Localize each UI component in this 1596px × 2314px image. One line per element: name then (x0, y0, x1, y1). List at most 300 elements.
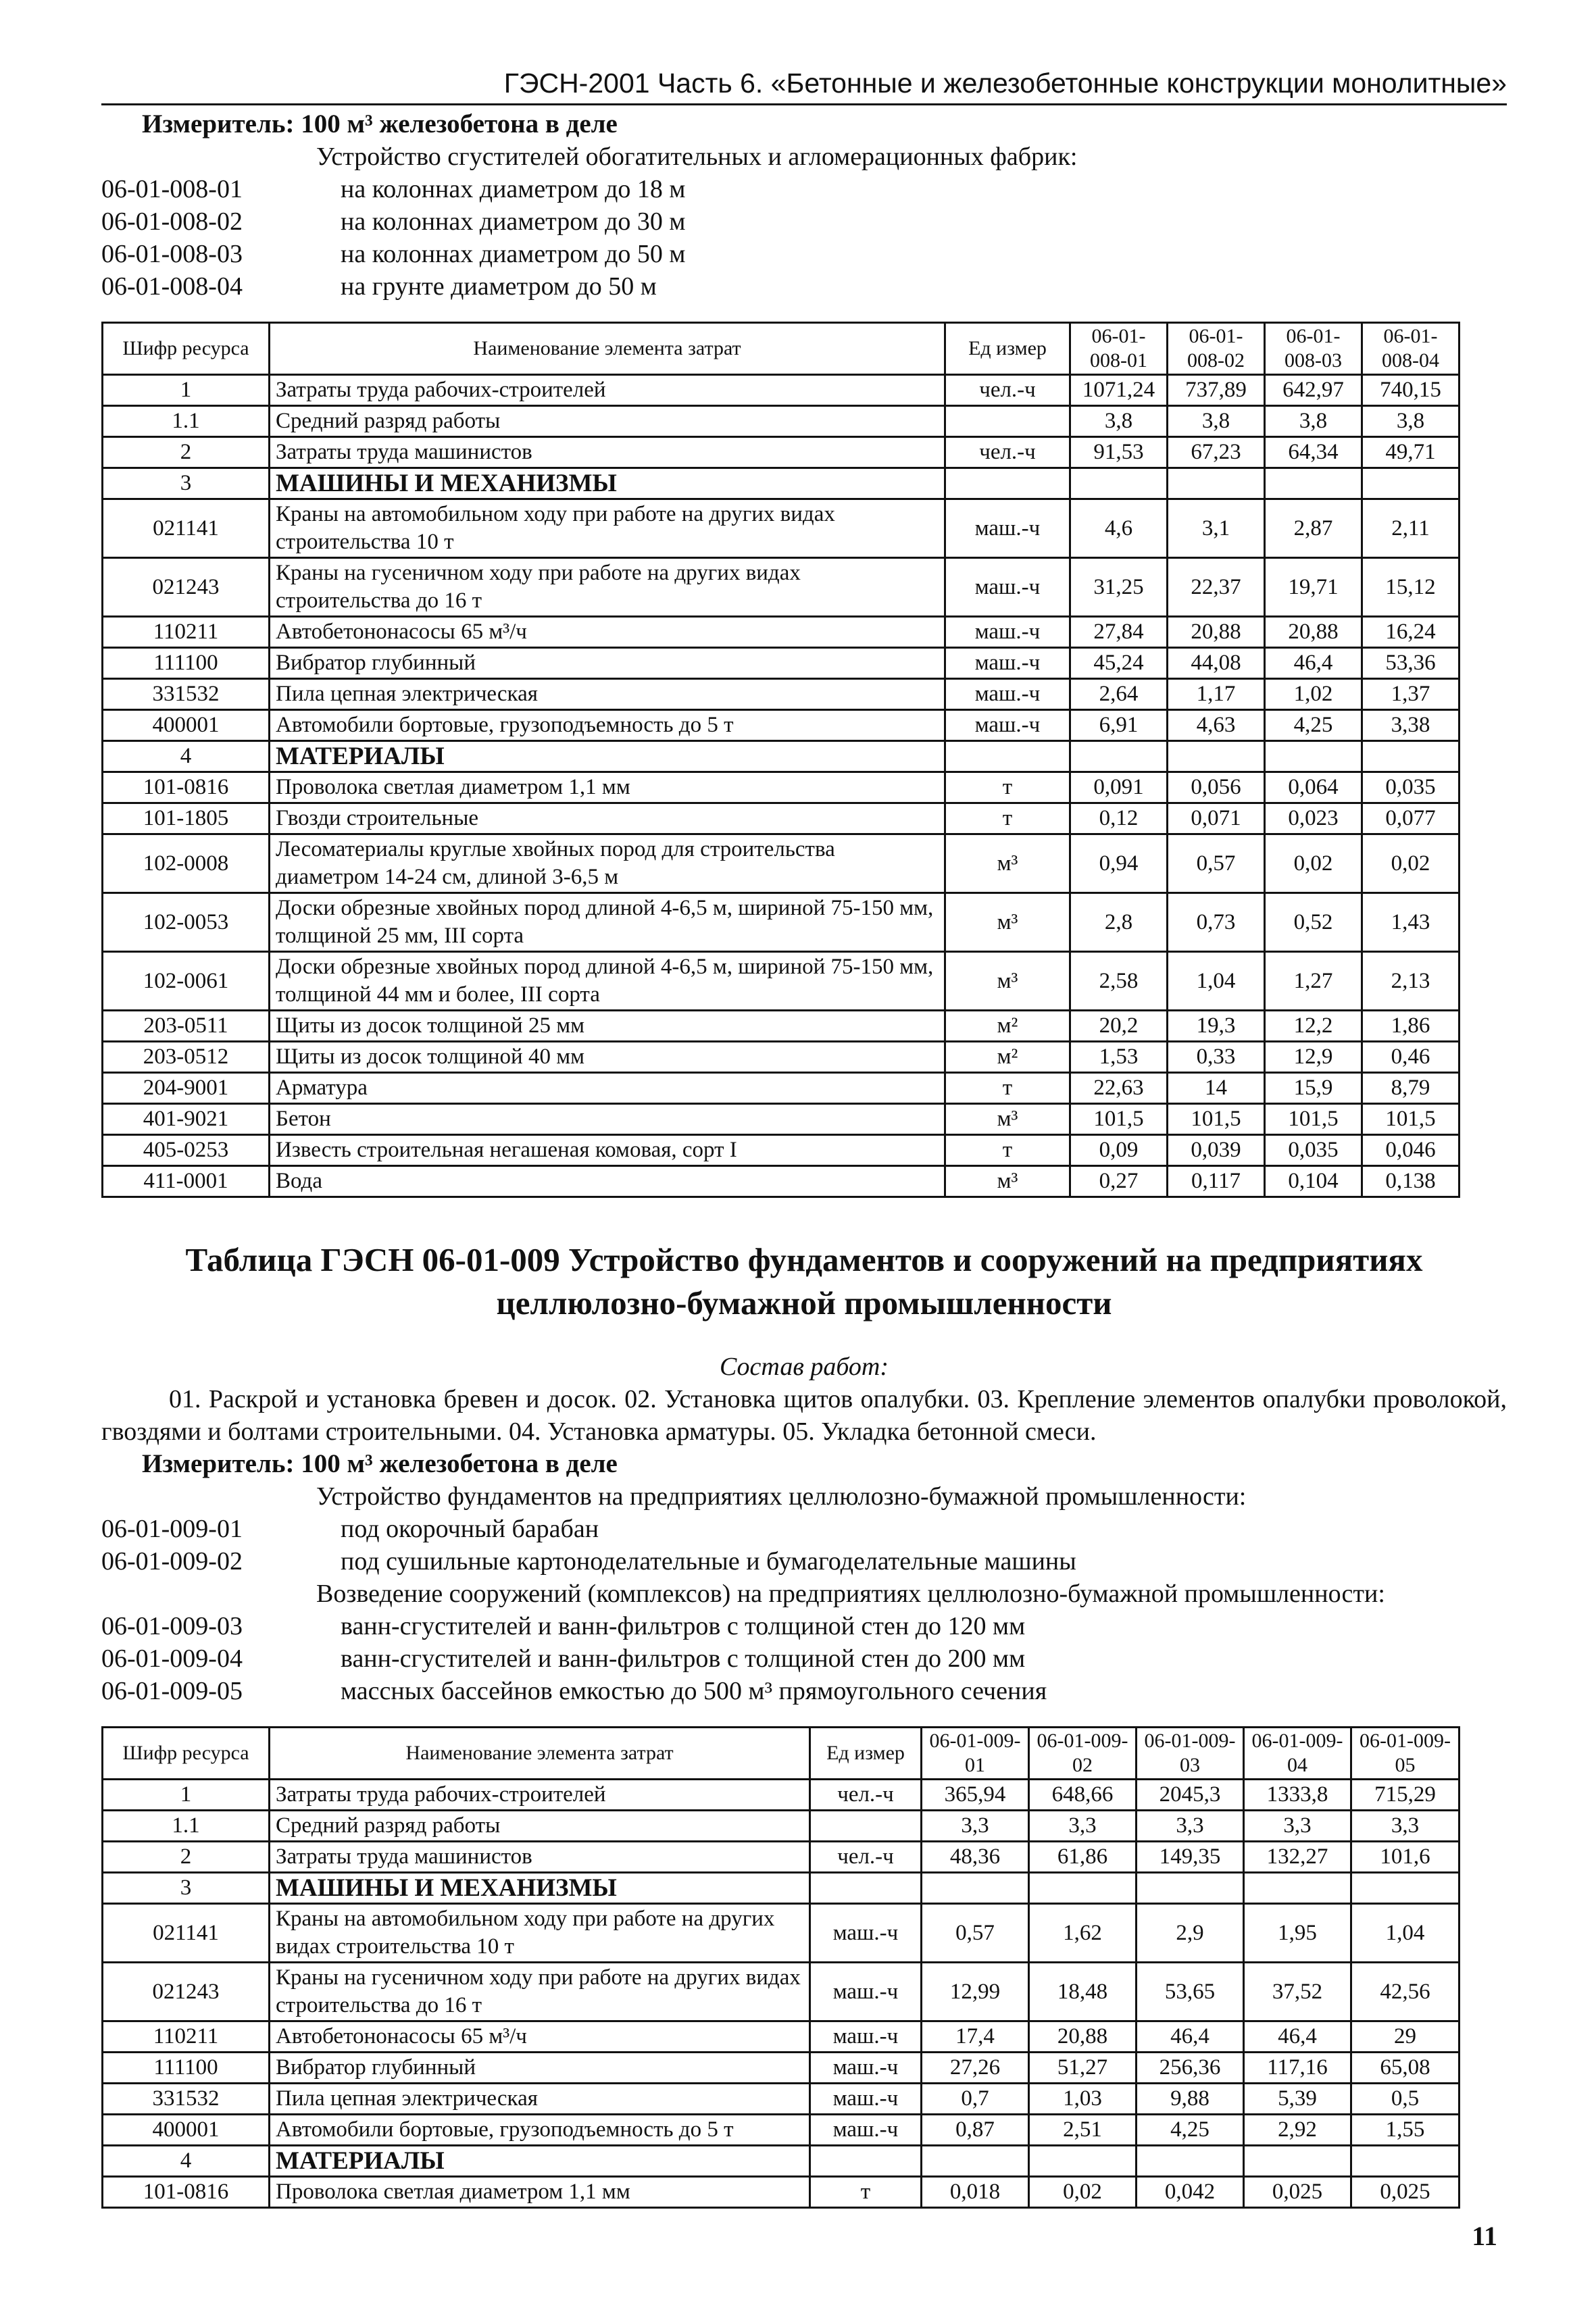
cell-unit: т (945, 803, 1070, 834)
cell-value: 1,03 (1029, 2084, 1137, 2115)
table-row (103, 1904, 1460, 1963)
cell-value: 51,27 (1029, 2053, 1137, 2084)
cell-value: 64,34 (1265, 437, 1362, 468)
cell-resource-code: 4 (103, 741, 270, 772)
section-intro: Устройство фундаментов на предприятиях целлюлозно-бумажной промышленности: (316, 1482, 1247, 1511)
cell-unit: маш.-ч (810, 2115, 922, 2146)
cell-unit: т (945, 1135, 1070, 1166)
cell-value: 1,62 (1029, 1904, 1137, 1963)
cell-value: 16,24 (1362, 617, 1460, 648)
cell-value: 101,5 (1362, 1104, 1460, 1135)
table-header-row (103, 1728, 1460, 1780)
table-row (103, 1963, 1460, 2021)
table-row (103, 2053, 1460, 2084)
cell-value: 0,056 (1168, 772, 1265, 803)
cell-cost-element: Пила цепная электрическая (270, 2084, 810, 2115)
cell-value: 3,8 (1362, 406, 1460, 437)
cell-value (1137, 2146, 1244, 2177)
cell-unit: м³ (945, 952, 1070, 1011)
cell-value: 37,52 (1244, 1963, 1351, 2021)
cell-value (1070, 741, 1168, 772)
cell-unit (810, 1811, 922, 1842)
header-norm-code: 06-01-008-01 (1070, 323, 1168, 375)
cell-value (922, 2146, 1029, 2177)
cell-resource-code: 400001 (103, 2115, 270, 2146)
cell-value: 65,08 (1351, 2053, 1460, 2084)
header-norm-code: 06-01-009-02 (1029, 1728, 1137, 1780)
cell-resource-code: 400001 (103, 710, 270, 741)
code-number: 06-01-009-03 (101, 1612, 243, 1640)
code-list (101, 1513, 1507, 1578)
cell-value: 101,5 (1070, 1104, 1168, 1135)
cell-resource-code: 021243 (103, 558, 270, 617)
cell-cost-element: Затраты труда машинистов (270, 1842, 810, 1873)
header-norm-code: 06-01-009-04 (1244, 1728, 1351, 1780)
table-row (103, 741, 1460, 772)
cell-value: 1,53 (1070, 1042, 1168, 1073)
cell-value: 27,26 (922, 2053, 1029, 2084)
cell-value: 3,3 (1244, 1811, 1351, 1842)
cell-value: 53,36 (1362, 648, 1460, 679)
header-resource-code: Шифр ресурса (103, 1728, 270, 1780)
cell-value: 3,8 (1168, 406, 1265, 437)
cell-value: 1,55 (1351, 2115, 1460, 2146)
cell-unit: маш.-ч (945, 648, 1070, 679)
cell-value: 46,4 (1265, 648, 1362, 679)
cell-value: 1,95 (1244, 1904, 1351, 1963)
code-description: на грунте диаметром до 50 м (341, 272, 657, 301)
cell-value: 0,077 (1362, 803, 1460, 834)
cell-value: 1,02 (1265, 679, 1362, 710)
code-number: 06-01-009-01 (101, 1515, 243, 1543)
cell-value: 0,025 (1244, 2177, 1351, 2208)
cell-value: 44,08 (1168, 648, 1265, 679)
cell-value: 49,71 (1362, 437, 1460, 468)
cell-unit: маш.-ч (945, 558, 1070, 617)
measurer-line: Измеритель: 100 м³ железобетона в деле (142, 109, 618, 139)
cell-value: 0,042 (1137, 2177, 1244, 2208)
table-row (103, 375, 1460, 406)
cell-value: 365,94 (922, 1780, 1029, 1811)
table-row (103, 1780, 1460, 1811)
cell-resource-code: 203-0512 (103, 1042, 270, 1073)
table-row (103, 1042, 1460, 1073)
table-row (103, 1873, 1460, 1904)
code-list (101, 173, 1507, 303)
work-composition-text: 01. Раскрой и установка бревен и досок. 02. Установка щитов опалубки. 03. Крепление элементов опалубки проволокой, гвоздями и болтами строительными. 04. Установка арматуры. 05. Укладка бетонной смеси. (101, 1385, 1507, 1446)
work-composition-label: Состав работ: (719, 1353, 889, 1381)
cell-value: 0,7 (922, 2084, 1029, 2115)
cell-value: 0,33 (1168, 1042, 1265, 1073)
cell-resource-code: 101-0816 (103, 772, 270, 803)
cell-cost-element: Вибратор глубинный (270, 648, 945, 679)
cell-value: 53,65 (1137, 1963, 1244, 2021)
cell-value: 648,66 (1029, 1780, 1137, 1811)
cell-value: 2045,3 (1137, 1780, 1244, 1811)
cell-value: 6,91 (1070, 710, 1168, 741)
cell-unit: маш.-ч (810, 1963, 922, 2021)
code-list (101, 1610, 1507, 1707)
table-row (103, 1011, 1460, 1042)
cell-value: 3,1 (1168, 499, 1265, 558)
cell-value: 1,04 (1351, 1904, 1460, 1963)
cell-resource-code: 102-0053 (103, 893, 270, 952)
cell-unit: маш.-ч (810, 2053, 922, 2084)
cell-value: 2,8 (1070, 893, 1168, 952)
cell-value: 2,51 (1029, 2115, 1137, 2146)
cell-value: 4,25 (1265, 710, 1362, 741)
cell-resource-code: 411-0001 (103, 1166, 270, 1197)
table-row (103, 1166, 1460, 1197)
cell-value: 0,023 (1265, 803, 1362, 834)
cell-section-heading: МАТЕРИАЛЫ (270, 741, 945, 772)
cell-section-heading: МАТЕРИАЛЫ (270, 2146, 810, 2177)
cell-cost-element: Вибратор глубинный (270, 2053, 810, 2084)
cell-value: 15,9 (1265, 1073, 1362, 1104)
cell-value: 14 (1168, 1073, 1265, 1104)
code-description: на колоннах диаметром до 30 м (341, 207, 686, 236)
cell-cost-element: Лесоматериалы круглые хвойных пород для строительства диаметром 14-24 см, длиной 3-6,5 м (270, 834, 945, 893)
cell-value: 3,3 (1137, 1811, 1244, 1842)
table-row (103, 2115, 1460, 2146)
cell-resource-code: 1.1 (103, 1811, 270, 1842)
running-head: ГЭСН-2001 Часть 6. «Бетонные и железобетонные конструкции монолитные» (101, 68, 1507, 105)
cell-value: 31,25 (1070, 558, 1168, 617)
code-description: ванн-сгустителей и ванн-фильтров с толщиной стен до 120 мм (341, 1612, 1026, 1640)
cell-value (1244, 1873, 1351, 1904)
cell-value: 5,39 (1244, 2084, 1351, 2115)
cell-value: 149,35 (1137, 1842, 1244, 1873)
cell-value: 0,018 (922, 2177, 1029, 2208)
cell-cost-element: Затраты труда рабочих-строителей (270, 1780, 810, 1811)
cell-unit (945, 468, 1070, 499)
cell-value: 0,73 (1168, 893, 1265, 952)
cell-value: 0,02 (1362, 834, 1460, 893)
cell-value: 0,025 (1351, 2177, 1460, 2208)
code-number: 06-01-009-05 (101, 1677, 243, 1705)
table-row (103, 893, 1460, 952)
table-row (103, 1135, 1460, 1166)
cell-value: 20,88 (1168, 617, 1265, 648)
code-description: массных бассейнов емкостью до 500 м³ прямоугольного сечения (341, 1677, 1047, 1705)
cell-unit: маш.-ч (945, 679, 1070, 710)
cell-value: 27,84 (1070, 617, 1168, 648)
cell-value (1265, 741, 1362, 772)
cell-value: 3,8 (1070, 406, 1168, 437)
cell-value: 3,3 (922, 1811, 1029, 1842)
cell-resource-code: 101-1805 (103, 803, 270, 834)
cell-value: 0,039 (1168, 1135, 1265, 1166)
cell-cost-element: Затраты труда машинистов (270, 437, 945, 468)
cell-value (1244, 2146, 1351, 2177)
cell-cost-element: Автобетононасосы 65 м³/ч (270, 2021, 810, 2053)
table-row (103, 679, 1460, 710)
cell-unit: маш.-ч (945, 617, 1070, 648)
cell-value: 3,38 (1362, 710, 1460, 741)
header-norm-code: 06-01-008-04 (1362, 323, 1460, 375)
cell-cost-element: Щиты из досок толщиной 40 мм (270, 1042, 945, 1073)
cell-cost-element: Проволока светлая диаметром 1,1 мм (270, 772, 945, 803)
cell-cost-element: Краны на автомобильном ходу при работе на других видах строительства 10 т (270, 1904, 810, 1963)
cell-unit: маш.-ч (945, 499, 1070, 558)
cell-resource-code: 101-0816 (103, 2177, 270, 2208)
header-cost-element: Наименование элемента затрат (270, 323, 945, 375)
cell-cost-element: Затраты труда рабочих-строителей (270, 375, 945, 406)
cell-value: 12,99 (922, 1963, 1029, 2021)
cell-value: 2,13 (1362, 952, 1460, 1011)
cell-value (1168, 468, 1265, 499)
cell-value: 15,12 (1362, 558, 1460, 617)
code-list-item (101, 1610, 1507, 1642)
header-norm-code: 06-01-009-03 (1137, 1728, 1244, 1780)
cell-cost-element: Проволока светлая диаметром 1,1 мм (270, 2177, 810, 2208)
code-list-item (101, 1513, 1507, 1545)
section-intro: Возведение сооружений (комплексов) на предприятиях целлюлозно-бумажной промышленности: (316, 1580, 1385, 1608)
code-number: 06-01-009-02 (101, 1547, 243, 1576)
cell-value: 46,4 (1244, 2021, 1351, 2053)
header-norm-code: 06-01-009-05 (1351, 1728, 1460, 1780)
table-row (103, 952, 1460, 1011)
cell-unit: м³ (945, 1104, 1070, 1135)
cell-value (922, 1873, 1029, 1904)
cell-value: 0,02 (1029, 2177, 1137, 2208)
cell-value: 2,58 (1070, 952, 1168, 1011)
cell-unit: маш.-ч (945, 710, 1070, 741)
cell-value: 0,035 (1362, 772, 1460, 803)
table-row (103, 2084, 1460, 2115)
document-page (101, 68, 1507, 2209)
cell-value: 0,57 (922, 1904, 1029, 1963)
cell-cost-element: Краны на гусеничном ходу при работе на других видах строительства до 16 т (270, 1963, 810, 2021)
cell-value: 1,37 (1362, 679, 1460, 710)
cell-unit: маш.-ч (810, 1904, 922, 1963)
cell-value: 45,24 (1070, 648, 1168, 679)
cell-resource-code: 102-0061 (103, 952, 270, 1011)
code-number: 06-01-008-02 (101, 207, 243, 236)
cell-resource-code: 204-9001 (103, 1073, 270, 1104)
cell-resource-code: 110211 (103, 2021, 270, 2053)
code-list-item (101, 205, 1507, 238)
cell-value: 0,02 (1265, 834, 1362, 893)
code-description: под окорочный барабан (341, 1515, 599, 1543)
cell-value: 117,16 (1244, 2053, 1351, 2084)
header-cost-element: Наименование элемента затрат (270, 1728, 810, 1780)
table-row (103, 406, 1460, 437)
cell-unit: т (945, 772, 1070, 803)
cell-value: 0,12 (1070, 803, 1168, 834)
cell-cost-element: Автомобили бортовые, грузоподъемность до 5 т (270, 710, 945, 741)
cell-value: 1,43 (1362, 893, 1460, 952)
cell-value: 1,04 (1168, 952, 1265, 1011)
cell-resource-code: 111100 (103, 648, 270, 679)
header-unit: Ед измер (945, 323, 1070, 375)
measurer-line: Измеритель: 100 м³ железобетона в деле (142, 1449, 618, 1478)
page-number: 11 (1472, 2221, 1497, 2251)
cell-unit: чел.-ч (945, 437, 1070, 468)
cell-value (1168, 741, 1265, 772)
cell-value: 642,97 (1265, 375, 1362, 406)
cell-value (1362, 468, 1460, 499)
cell-resource-code: 2 (103, 437, 270, 468)
cell-value: 46,4 (1137, 2021, 1244, 2053)
section-intro: Устройство сгустителей обогатительных и агломерационных фабрик: (316, 143, 1078, 171)
cell-value: 48,36 (922, 1842, 1029, 1873)
cell-cost-element: Краны на гусеничном ходу при работе на других видах строительства до 16 т (270, 558, 945, 617)
cell-resource-code: 102-0008 (103, 834, 270, 893)
cell-unit: чел.-ч (810, 1842, 922, 1873)
cell-value: 3,8 (1265, 406, 1362, 437)
cell-value: 9,88 (1137, 2084, 1244, 2115)
cell-unit: маш.-ч (810, 2021, 922, 2053)
table-row (103, 558, 1460, 617)
cell-value: 101,5 (1168, 1104, 1265, 1135)
cell-cost-element: Автобетононасосы 65 м³/ч (270, 617, 945, 648)
table-row (103, 437, 1460, 468)
code-description: на колоннах диаметром до 50 м (341, 240, 686, 268)
cell-value (1351, 2146, 1460, 2177)
table-row (103, 2021, 1460, 2053)
table-row (103, 648, 1460, 679)
cell-unit: чел.-ч (945, 375, 1070, 406)
cell-value: 0,5 (1351, 2084, 1460, 2115)
cell-value: 17,4 (922, 2021, 1029, 2053)
code-list-item (101, 173, 1507, 205)
cell-unit: м³ (945, 834, 1070, 893)
cell-resource-code: 1 (103, 1780, 270, 1811)
cell-resource-code: 021141 (103, 499, 270, 558)
cell-unit: т (810, 2177, 922, 2208)
cell-unit (945, 741, 1070, 772)
code-list-item (101, 1545, 1507, 1578)
cell-value: 2,11 (1362, 499, 1460, 558)
cell-section-heading: МАШИНЫ И МЕХАНИЗМЫ (270, 468, 945, 499)
cell-value (1029, 1873, 1137, 1904)
cell-section-heading: МАШИНЫ И МЕХАНИЗМЫ (270, 1873, 810, 1904)
cell-cost-element: Известь строительная негашеная комовая, сорт I (270, 1135, 945, 1166)
cell-resource-code: 4 (103, 2146, 270, 2177)
cell-value: 20,88 (1265, 617, 1362, 648)
code-number: 06-01-009-04 (101, 1644, 243, 1673)
cell-value: 19,71 (1265, 558, 1362, 617)
table-row (103, 1811, 1460, 1842)
cell-resource-code: 2 (103, 1842, 270, 1873)
cell-value: 0,27 (1070, 1166, 1168, 1197)
table-header-row (103, 323, 1460, 375)
cell-cost-element: Краны на автомобильном ходу при работе на других видах строительства 10 т (270, 499, 945, 558)
cell-value: 61,86 (1029, 1842, 1137, 1873)
cell-value: 0,138 (1362, 1166, 1460, 1197)
cell-resource-code: 405-0253 (103, 1135, 270, 1166)
table-row (103, 1104, 1460, 1135)
cell-value: 4,6 (1070, 499, 1168, 558)
cell-value: 18,48 (1029, 1963, 1137, 2021)
cell-value: 22,63 (1070, 1073, 1168, 1104)
header-norm-code: 06-01-008-03 (1265, 323, 1362, 375)
cell-value: 19,3 (1168, 1011, 1265, 1042)
cell-value: 0,09 (1070, 1135, 1168, 1166)
cell-unit (810, 1873, 922, 1904)
cell-unit: м² (945, 1042, 1070, 1073)
resource-table (101, 322, 1460, 1198)
cell-value: 0,117 (1168, 1166, 1265, 1197)
code-description: под сушильные картоноделательные и бумагоделательные машины (341, 1547, 1076, 1576)
cell-value: 20,2 (1070, 1011, 1168, 1042)
header-resource-code: Шифр ресурса (103, 323, 270, 375)
cell-value: 0,046 (1362, 1135, 1460, 1166)
cell-value: 0,94 (1070, 834, 1168, 893)
cell-value: 2,9 (1137, 1904, 1244, 1963)
cell-value: 0,064 (1265, 772, 1362, 803)
cell-value: 91,53 (1070, 437, 1168, 468)
cell-value (1351, 1873, 1460, 1904)
cell-resource-code: 111100 (103, 2053, 270, 2084)
cell-value (1265, 468, 1362, 499)
cell-value: 1333,8 (1244, 1780, 1351, 1811)
cell-value: 1,27 (1265, 952, 1362, 1011)
cell-value (1137, 1873, 1244, 1904)
cell-resource-code: 203-0511 (103, 1011, 270, 1042)
cell-value: 12,9 (1265, 1042, 1362, 1073)
cell-unit (810, 2146, 922, 2177)
cell-unit: маш.-ч (810, 2084, 922, 2115)
cell-value: 42,56 (1351, 1963, 1460, 2021)
cell-value: 3,3 (1351, 1811, 1460, 1842)
cell-value: 101,6 (1351, 1842, 1460, 1873)
cell-resource-code: 1.1 (103, 406, 270, 437)
cell-cost-element: Гвозди строительные (270, 803, 945, 834)
resource-table (101, 1726, 1460, 2209)
cell-value: 0,87 (922, 2115, 1029, 2146)
cell-value (1070, 468, 1168, 499)
header-unit: Ед измер (810, 1728, 922, 1780)
cell-value: 132,27 (1244, 1842, 1351, 1873)
code-description: на колоннах диаметром до 18 м (341, 175, 686, 203)
cell-cost-element: Доски обрезные хвойных пород длиной 4-6,5 м, шириной 75-150 мм, толщиной 25 мм, III сорта (270, 893, 945, 952)
cell-value: 715,29 (1351, 1780, 1460, 1811)
cell-resource-code: 401-9021 (103, 1104, 270, 1135)
cell-resource-code: 1 (103, 375, 270, 406)
cell-value: 20,88 (1029, 2021, 1137, 2053)
table-row (103, 772, 1460, 803)
cell-cost-element: Доски обрезные хвойных пород длиной 4-6,5 м, шириной 75-150 мм, толщиной 44 мм и более, III сорта (270, 952, 945, 1011)
cell-cost-element: Средний разряд работы (270, 406, 945, 437)
cell-value: 4,63 (1168, 710, 1265, 741)
code-list-item (101, 1675, 1507, 1707)
cell-value: 12,2 (1265, 1011, 1362, 1042)
cell-unit: м³ (945, 893, 1070, 952)
table-row (103, 834, 1460, 893)
cell-cost-element: Вода (270, 1166, 945, 1197)
cell-unit (945, 406, 1070, 437)
header-norm-code: 06-01-008-02 (1168, 323, 1265, 375)
cell-value: 101,5 (1265, 1104, 1362, 1135)
cell-resource-code: 110211 (103, 617, 270, 648)
cell-value: 0,57 (1168, 834, 1265, 893)
code-number: 06-01-008-03 (101, 240, 243, 268)
cell-value (1029, 2146, 1137, 2177)
cell-resource-code: 021243 (103, 1963, 270, 2021)
cell-value: 1,86 (1362, 1011, 1460, 1042)
code-list-item (101, 270, 1507, 303)
cell-value: 1,17 (1168, 679, 1265, 710)
cell-value: 8,79 (1362, 1073, 1460, 1104)
table-row (103, 1842, 1460, 1873)
cell-cost-element: Пила цепная электрическая (270, 679, 945, 710)
cell-cost-element: Щиты из досок толщиной 25 мм (270, 1011, 945, 1042)
table-row (103, 617, 1460, 648)
cell-value: 2,64 (1070, 679, 1168, 710)
cell-value: 0,104 (1265, 1166, 1362, 1197)
